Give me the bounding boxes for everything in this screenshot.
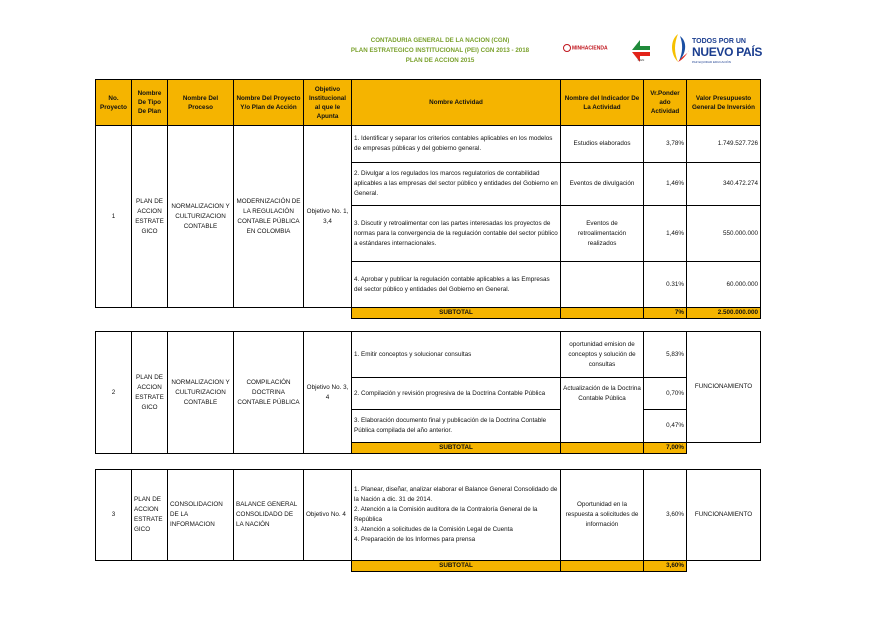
activity: 2. Compilación y revisión progresiva de la Doctrina Contable Pública xyxy=(352,378,561,410)
budget: 1.749.527.726 xyxy=(687,126,761,163)
weight: 1,46% xyxy=(644,163,687,206)
project-name: BALANCE GENERAL CONSOLIDADO DE LA NACIÓN xyxy=(234,470,304,561)
col-no-proyecto: No. Proyecto xyxy=(96,80,132,126)
col-proceso: Nombre Del Proceso xyxy=(168,80,234,126)
subtotal-row xyxy=(96,308,761,319)
budget: 340.472.274 xyxy=(687,163,761,206)
process-name: NORMALIZACION Y CULTURIZACION CONTABLE xyxy=(168,126,234,308)
cgn-logo-text: CGN xyxy=(637,58,645,62)
col-actividad: Nombre Actividad xyxy=(352,80,561,126)
activity: 2. Atención a la Comisión auditora de la Contraloría General de la República xyxy=(354,506,538,523)
col-tipo-plan: Nombre De Tipo De Plan xyxy=(132,80,168,126)
document-header xyxy=(300,36,580,66)
subtotal-budget: 2.500.000.000 xyxy=(687,308,761,319)
activity: 3. Atención a solicitudes de la Comisión Legal de Cuenta xyxy=(354,526,513,533)
header-subtitle: PLAN ESTRATEGICO INSTITUCIONAL (PEI) CGN 2013 - 2018 xyxy=(350,47,530,54)
todos-por-un-nuevo-pais-logo: TODOS POR UN NUEVO PAÍS PAZ EQUIDAD EDUCACIÓN xyxy=(666,30,776,66)
activity: 3. Discutir y retroalimentar con las partes interesadas los proyectos de normas para la convergencia de la regulación contable del sector público a estándares internacionales. xyxy=(352,206,561,262)
indicator: oportunidad emision de conceptos y solución de consultas xyxy=(561,332,644,378)
table-row xyxy=(96,126,761,163)
activity: 1. Planear, diseñar, analizar elaborar el Balance General Consolidado de la Nación a dic. 31 de 2014. xyxy=(354,486,558,503)
objective: Objetivo No. 3, 4 xyxy=(304,332,352,454)
project-name: COMPILACIÓN DOCTRINA CONTABLE PÚBLICA xyxy=(234,332,304,454)
activity: 3. Elaboración documento final y publicación de la Doctrina Contable Pública compilada del año anterior. xyxy=(352,410,561,443)
table-header-row xyxy=(96,80,761,126)
process-name: NORMALIZACION Y CULTURIZACION CONTABLE xyxy=(168,332,234,454)
header-title: CONTADURIA GENERAL DE LA NACION (CGN) xyxy=(370,37,510,44)
subtotal-weight: 7,00% xyxy=(644,443,687,454)
col-objetivo: Objetivo Institucional al que le Apunta xyxy=(304,80,352,126)
table-row xyxy=(96,470,761,561)
weight: 0,47% xyxy=(644,410,687,443)
subtotal-label: SUBTOTAL xyxy=(352,308,561,319)
activity: 4. Preparación de los Informes para prensa xyxy=(354,536,476,543)
activity-list xyxy=(352,470,561,561)
objective: Objetivo No. 1, 3,4 xyxy=(304,126,352,308)
weight: 5,83% xyxy=(644,332,687,378)
plan-type: PLAN DE ACCION ESTRATE GICO xyxy=(132,470,168,561)
weight: 0.31% xyxy=(644,262,687,308)
indicator xyxy=(561,262,644,308)
subtotal-row xyxy=(96,561,761,572)
table-row xyxy=(96,332,761,378)
indicator: Estudios elaborados xyxy=(561,126,644,163)
header-plan: PLAN DE ACCION 2015 xyxy=(405,57,475,64)
weight: 1,46% xyxy=(644,206,687,262)
indicator: Eventos de divulgación xyxy=(561,163,644,206)
project-number: 2 xyxy=(96,332,132,454)
plan-table-project-1 xyxy=(95,79,761,319)
weight: 3,60% xyxy=(644,470,687,561)
indicator: Actualización de la Doctrina Contable Pública xyxy=(561,378,644,443)
subtotal-weight: 3,60% xyxy=(644,561,687,572)
colorful-leaf-icon xyxy=(666,30,690,66)
subtotal-label: SUBTOTAL xyxy=(352,443,561,454)
cgn-logo xyxy=(628,36,654,62)
col-proyecto: Nombre Del Proyecto Y/o Plan de Acción xyxy=(234,80,304,126)
objective: Objetivo No. 4 xyxy=(304,470,352,561)
project-number: 3 xyxy=(96,470,132,561)
minhacienda-logo: MINHACIENDA xyxy=(563,44,608,52)
activity: 1. Identificar y separar los criterios contables aplicables en los modelos de empresas públicas y del gobierno general. xyxy=(352,126,561,163)
activity: 2. Divulgar a los regulados los marcos regulatorios de contabilidad aplicables a las empresas del sector público y entidades del Gobierno en General. xyxy=(352,163,561,206)
plan-table-project-3 xyxy=(95,469,761,572)
project-number: 1 xyxy=(96,126,132,308)
budget: 60.000.000 xyxy=(687,262,761,308)
shield-icon xyxy=(563,44,571,52)
indicator: Oportunidad en la respuesta a solicitudes de información xyxy=(561,470,644,561)
budget: 550.000.000 xyxy=(687,206,761,262)
subtotal-weight: 7% xyxy=(644,308,687,319)
plan-type: PLAN DE ACCION ESTRATE GICO xyxy=(132,126,168,308)
col-ponderado: Vr.Ponder ado Actividad xyxy=(644,80,687,126)
col-indicador: Nombre del Indicador De La Actividad xyxy=(561,80,644,126)
subtotal-label: SUBTOTAL xyxy=(352,561,561,572)
budget: FUNCIONAMIENTO xyxy=(687,470,761,561)
indicator: Eventos de retroalimentación realizados xyxy=(561,206,644,262)
activity: 4. Aprobar y publicar la regulación contable aplicables a las Empresas del sector público y entidades del Gobierno en General. xyxy=(352,262,561,308)
plan-table-project-2 xyxy=(95,331,761,454)
project-name: MODERNIZACIÓN DE LA REGULACIÓN CONTABLE PÚBLICA EN COLOMBIA xyxy=(234,126,304,308)
activity: 1. Emitir conceptos y solucionar consultas xyxy=(352,332,561,378)
weight: 3,78% xyxy=(644,126,687,163)
col-presupuesto: Valor Presupuesto General De Inversión xyxy=(687,80,761,126)
budget: FUNCIONAMIENTO xyxy=(687,332,761,443)
weight: 0,70% xyxy=(644,378,687,410)
process-name: CONSOLIDACION DE LA INFORMACION xyxy=(168,470,234,561)
plan-type: PLAN DE ACCION ESTRATE GICO xyxy=(132,332,168,454)
